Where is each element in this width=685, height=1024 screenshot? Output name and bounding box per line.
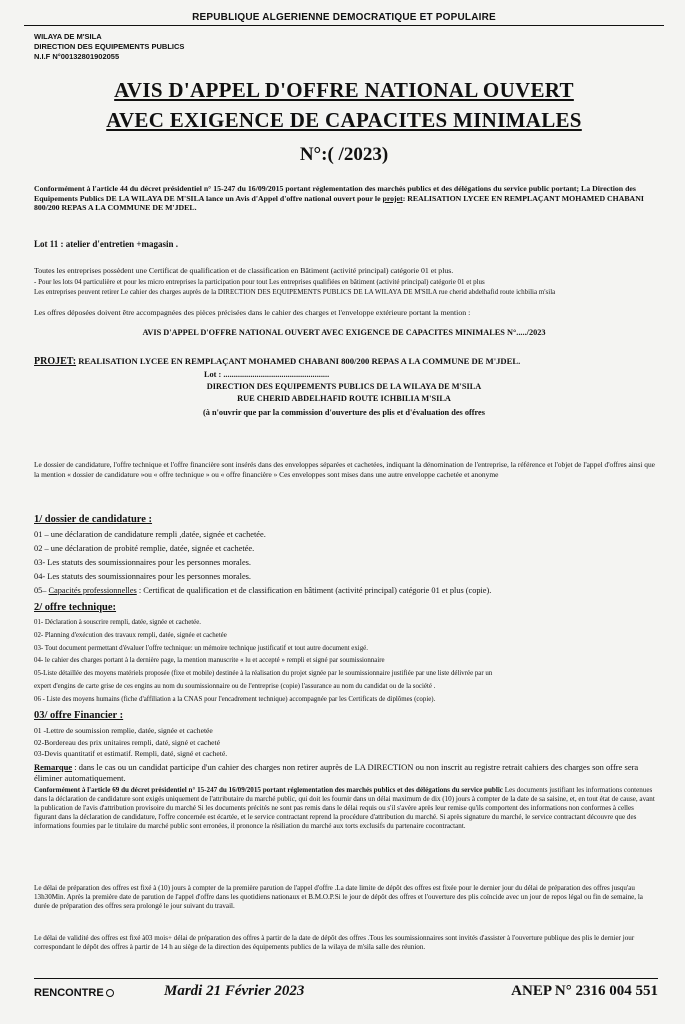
intro-text: Conformément à l'article 44 du décret présidentiel n° 15-247 du 16/09/2015 portant réglementation des marchés publics et des délégations du service public portant; La Direction des Equipements Publics DE LA WILAYA DE M'SILA lance un Avis d'Appel d'offre national ouvert pour le <box>34 184 636 203</box>
anep-number: ANEP N° 2316 004 551 <box>511 983 658 999</box>
section-candidature-title: 1/ dossier de candidature : <box>34 514 153 525</box>
nif-label: N.I.F N°00132801902055 <box>34 52 120 61</box>
lot-line: Lot 11 : atelier d'entretien +magasin . <box>34 239 179 249</box>
envelope-direction: DIRECTION DES EQUIPEMENTS PUBLICS DE LA WILAYA DE M'SILA <box>206 382 482 391</box>
article69-title: Conformément à l'article 69 du décret présidentiel n° 15-247 du 16/09/2015 portant réglementation des marchés publics et des délégations du service public <box>34 786 503 794</box>
micro-enterprise-text: - Pour les lots 04 particulière et pour les micro entreprises la participation pour tout Les entreprises qualifiées en bâtiment (activité principal) catégorie 01 et plus <box>34 278 485 286</box>
capacites-prefix: 05– <box>34 586 49 595</box>
title-line-1: AVIS D'APPEL D'OFFRE NATIONAL OUVERT <box>114 78 574 102</box>
registered-mark-icon <box>106 989 114 997</box>
list-item: 06 - Liste des moyens humains (fiche d'affiliation a la CNAS pour l'encadrement technique) accompagnée par les Certificats de diplômes (copie). <box>34 695 436 703</box>
article69-paragraph <box>34 786 656 831</box>
title-line-2: AVEC EXIGENCE DE CAPACITES MINIMALES <box>106 108 582 132</box>
list-item: 01 – une déclaration de candidature rempli ,datée, signée et cachetée. <box>34 530 266 539</box>
projet-text: : REALISATION LYCEE EN REMPLAÇANT MOHAMED CHABANI 800/200 REPAS A LA COMMUNE DE M'JDEL. <box>34 193 644 213</box>
publication-name <box>34 987 114 999</box>
envelope-title: AVIS D'APPEL D'OFFRE NATIONAL OUVERT AVEC EXIGENCE DE CAPACITES MINIMALES N°...../2023 <box>142 328 546 337</box>
list-item: 05-Liste détaillée des moyens matériels proposée (fixe et mobile) destinée à la réalisation du projet signée par le soumissionnaire justifiée par une liste délivrée par un <box>34 670 493 678</box>
dossier-intro: Le dossier de candidature, l'offre technique et l'offre financière sont insérés dans des enveloppes séparées et cachetées, indiquant la dénomination de l'entreprise, la référence et l'objet de l'appel d'offres ainsi que la mention « dossier de candidature »ou « offre technique » ou « offre financière » Ces enveloppes sont mises dans une autre enveloppe cachetée et anonyme <box>34 460 655 479</box>
list-item: 04- Les statuts des soumissionnaires pour les personnes morales. <box>34 572 252 581</box>
list-item: 01- Déclaration à souscrire rempli, datée, signée et cachetée. <box>34 619 202 626</box>
list-item: 03- Tout document permettant d'évaluer l'offre technique: un mémoire technique justificatif et tout autre document exigé. <box>34 644 368 652</box>
direction-label: DIRECTION DES EQUIPEMENTS PUBLICS <box>34 42 185 51</box>
section-technique-title: 2/ offre technique: <box>34 602 117 613</box>
republic-header: REPUBLIQUE ALGERIENNE DEMOCRATIQUE ET POPULAIRE <box>24 12 664 26</box>
projet-label: projet <box>382 193 403 203</box>
delais-paragraph-2: Le délai de validité des offres est fixé à03 mois+ délai de préparation des offres à partir de la date de dépôt des offres .Tous les soumissionnaires sont invités d'assister à l'ouverture publique des plis le dernier jour correspondant le dépôt des offres à partir de 14 h au siège de la direction des équipements publics de la wilaya de m'sila salle des réunion. <box>34 934 635 951</box>
list-item: 04- le cahier des charges portant à la dernière page, la mention manuscrite « lu et accepté » rempli et signé par soumissionnaire <box>34 657 385 665</box>
article69-text: Les documents justifiant les informations contenues dans la déclaration de candidature sont exigés uniquement de l'attributaire du marché public, qui doit les fournir dans un délai maximum de dix (10) jours à compter de la date de sa saisine, et, en tout état de cause, avant la publication de l'avis d'attribution provisoire du marché Si les documents précités ne sont pas remis dans le délai requis ou s'il s'avère après leur remise qu'ils comportent des informations non conformes à celles figurant dans la déclaration de candidature, l'offre concernée est écartée, et le service contractant reprend la procédure d'attribution du marché. Si après signature du marché, le service contractant découvre que des informations fournies par le titulaire du marché public sont erronées, il prononce la résiliation du marché aux torts exclusifs du partenaire cocontractant. <box>34 786 655 830</box>
capacites-line <box>34 586 656 596</box>
remarque-label: Remarque <box>34 762 73 772</box>
envelope-address: RUE CHERID ABDELHAFID ROUTE ICHBILIA M'SILA <box>237 394 451 403</box>
list-item: 03-Devis quantitatif et estimatif. Rempli, daté, signé et cacheté. <box>34 749 228 758</box>
withdraw-text: Les entreprises peuvent retirer Le cahier des charges auprès de la DIRECTION DES EQUIPEMENTS PUBLICS DE LA WILAYA DE M'SILA rue cherid abdelhafid route ichbilia m'sila <box>34 288 556 296</box>
envelope-projet-text: REALISATION LYCEE EN REMPLAÇANT MOHAMED CHABANI 800/200 REPAS A LA COMMUNE DE M'JDEL. <box>76 356 521 366</box>
remarque-text: : dans le cas ou un candidat participe d'un cahier des charges non retirer auprès de LA DIRECTION ou non inscrit au registre retrait cahiers des charges son offre sera éliminer automatiquement. <box>34 762 639 783</box>
envelope-warning: (à n'ouvrir que par la commission d'ouverture des plis et d'évaluation des offres <box>203 408 485 417</box>
delais-paragraph-1: Le délai de préparation des offres est fixé à (10) jours à compter de la première parution de l'appel d'offre .La date limite de dépôt des offres est fixée pour le dernier jour du délai de préparation des offres jusqu'au 13h30Min. Après la première date de parution de l'appel d'offre dans les quotidiens nationaux et B.M.O.P.Si le jour de dépôt des offres et l'ouverture des plis coïncide avec un jour de repos légal ou fin de semaine, la durée de préparation des offres sera prolongé le jour suivant du travail. <box>34 884 643 910</box>
list-item: 01 -Lettre de soumission remplie, datée, signée et cachetée <box>34 726 213 735</box>
newspaper-notice <box>24 12 664 1012</box>
remarque-paragraph <box>34 762 656 784</box>
eligibility-text: Toutes les entreprises possèdent une Certificat de qualification et de classification en Bâtiment (activité principal) catégorie 01 et plus. <box>34 266 454 275</box>
section-financier-title: 03/ offre Financier : <box>34 710 124 721</box>
publication-label: RENCONTRE <box>34 987 104 999</box>
wilaya-label: WILAYA DE M'SILA <box>34 32 102 41</box>
list-item: 02-Bordereau des prix unitaires rempli, daté, signé et cacheté <box>34 737 220 747</box>
list-item: expert d'engins de carte grise de ces engins au nom du soumissionnaire ou de l'entreprise (copie) l'assurance au nom du candidat ou de la société . <box>34 683 436 690</box>
envelope-projet-label: PROJET: <box>34 356 77 367</box>
envelope-lot: Lot : ................................................... <box>204 370 330 379</box>
list-item: 02 – une déclaration de probité remplie, datée, signée et cachetée. <box>34 544 255 553</box>
envelope-projet <box>34 356 656 367</box>
notice-number: N°:( /2023) <box>299 144 389 165</box>
intro-paragraph <box>34 184 656 213</box>
issuer-block <box>34 32 184 62</box>
footer-bar <box>34 978 658 1003</box>
capacites-text: : Certificat de qualification et de classification en bâtiment (activité principal) catégorie 01 et plus (copie). <box>136 586 492 595</box>
publication-date: Mardi 21 Février 2023 <box>164 983 305 999</box>
list-item: 02- Planning d'exécution des travaux rempli, datée, signée et cachetée <box>34 631 227 639</box>
offers-text: Les offres déposées doivent être accompagnées des pièces précisées dans le cahier des charges et l'enveloppe extérieure portant la mention : <box>34 308 471 317</box>
list-item: 03- Les statuts des soumissionnaires pour les personnes morales. <box>34 558 252 567</box>
capacites-label: Capacités professionnelles <box>48 586 137 595</box>
